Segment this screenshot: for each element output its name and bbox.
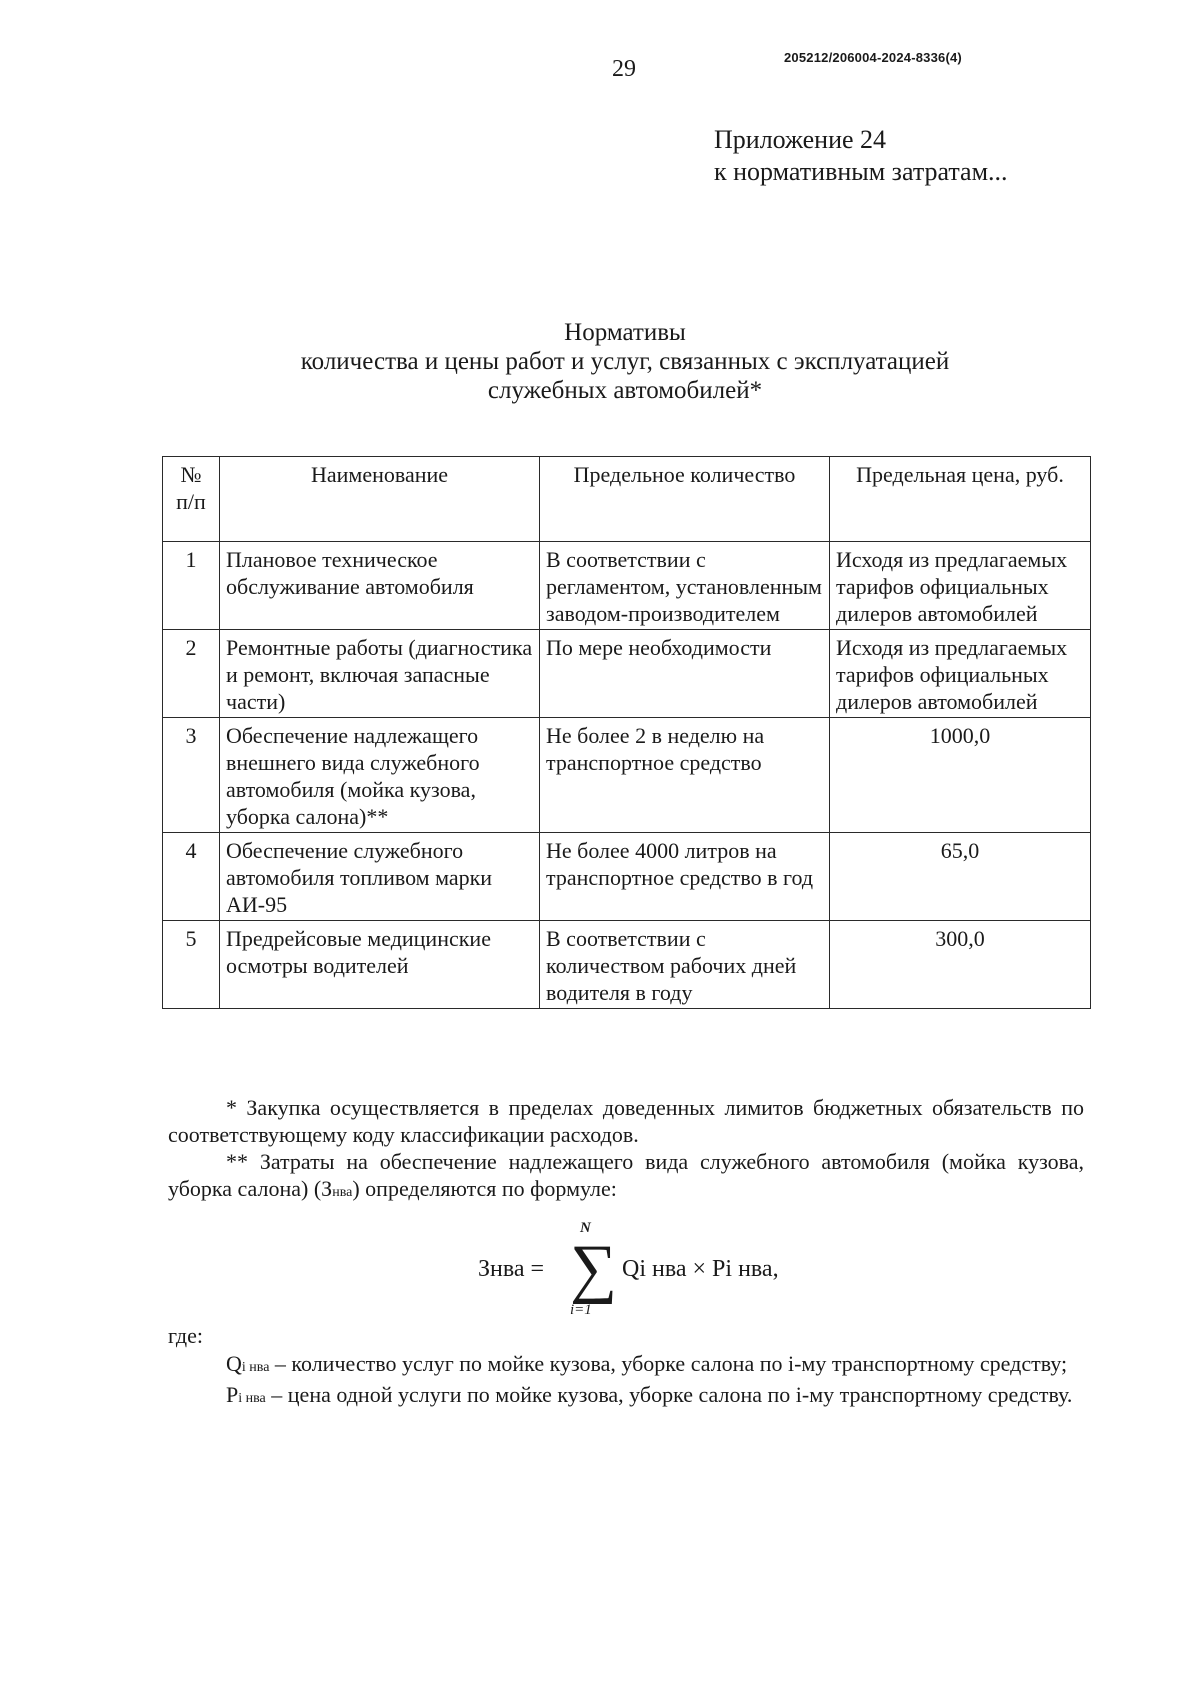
row-quantity: В соответствии с количеством рабочих дней водителя в году [540, 921, 830, 1009]
header-name: Наименование [220, 457, 540, 542]
row-quantity: Не более 4000 литров на транспортное средство в год [540, 833, 830, 921]
definition-p-text: – цена одной услуги по мойке кузова, уборке салона по i-му транспортному средству. [265, 1382, 1073, 1407]
footnote-2-text: ** Затраты на обеспечение надлежащего вида служебного автомобиля (мойка кузова, уборка салона) (З [168, 1149, 1084, 1201]
definition-p [168, 1381, 1084, 1412]
appendix-line-2: к нормативным затратам... [714, 157, 1008, 186]
definition-q [168, 1350, 1084, 1381]
norms-table [162, 456, 1091, 1009]
title-line-1: Нормативы [564, 319, 686, 346]
definition-p-subscript: i нва [238, 1391, 266, 1406]
definition-q-subscript: i нва [241, 1360, 270, 1375]
row-price: Исходя из предлагаемых тарифов официальных дилеров автомобилей [830, 542, 1091, 630]
appendix-label [714, 124, 1008, 188]
cost-formula [470, 1218, 870, 1328]
row-num: 3 [163, 718, 220, 833]
footnote-2 [168, 1148, 1084, 1206]
row-price: Исходя из предлагаемых тарифов официальных дилеров автомобилей [830, 630, 1091, 718]
title-line-3: служебных автомобилей* [487, 377, 763, 404]
formula-upper-limit: N [580, 1220, 591, 1236]
row-name: Обеспечение служебного автомобиля топливом марки АИ-95 [220, 833, 540, 921]
row-name: Предрейсовые медицинские осмотры водителей [220, 921, 540, 1009]
row-name: Ремонтные работы (диагностика и ремонт, включая запасные части) [220, 630, 540, 718]
header-num: № п/п [163, 457, 220, 542]
footnote-1: * Закупка осуществляется в пределах доведенных лимитов бюджетных обязательств по соответствующему коду классификации расходов. [168, 1095, 1084, 1147]
footnote-2-subscript: нва [332, 1185, 353, 1200]
row-num: 5 [163, 921, 220, 1009]
row-price: 1000,0 [830, 718, 1091, 833]
table-row [163, 630, 1091, 718]
page-number: 29 [612, 56, 636, 82]
row-num: 2 [163, 630, 220, 718]
row-num: 1 [163, 542, 220, 630]
formula-lhs: Знва = [478, 1256, 545, 1282]
definition-p-symbol: P [226, 1382, 239, 1407]
title-line-2: количества и цены работ и услуг, связанных с эксплуатацией [300, 348, 950, 375]
table-row [163, 718, 1091, 833]
row-quantity: Не более 2 в неделю на транспортное средство [540, 718, 830, 833]
table-row [163, 921, 1091, 1009]
formula-lower-limit: i=1 [570, 1302, 592, 1318]
document-title [160, 318, 1090, 405]
header-quantity: Предельное количество [540, 457, 830, 542]
row-price: 65,0 [830, 833, 1091, 921]
table-header-row [163, 457, 1091, 542]
footnotes [168, 1094, 1084, 1206]
definition-q-text: – количество услуг по мойке кузова, уборке салона по i-му транспортному средству; [269, 1351, 1068, 1376]
header-price: Предельная цена, руб. [830, 457, 1091, 542]
appendix-line-1: Приложение 24 [714, 125, 887, 154]
row-num: 4 [163, 833, 220, 921]
document-code: 205212/206004-2024-8336(4) [784, 50, 962, 65]
row-quantity: По мере необходимости [540, 630, 830, 718]
row-name: Обеспечение надлежащего внешнего вида служебного автомобиля (мойка кузова, уборка салона)** [220, 718, 540, 833]
footnote-2-tail: ) определяются по формуле: [352, 1176, 617, 1201]
row-name: Плановое техническое обслуживание автомобиля [220, 542, 540, 630]
where-label: где: [168, 1323, 203, 1348]
row-price: 300,0 [830, 921, 1091, 1009]
definition-q-symbol: Q [226, 1351, 242, 1376]
formula-rhs: Qi нва × Pi нва, [622, 1256, 779, 1282]
row-quantity: В соответствии с регламентом, установленным заводом-производителем [540, 542, 830, 630]
sum-symbol: ∑ [570, 1232, 618, 1305]
table-row [163, 833, 1091, 921]
definitions [168, 1350, 1084, 1412]
table-row [163, 542, 1091, 630]
